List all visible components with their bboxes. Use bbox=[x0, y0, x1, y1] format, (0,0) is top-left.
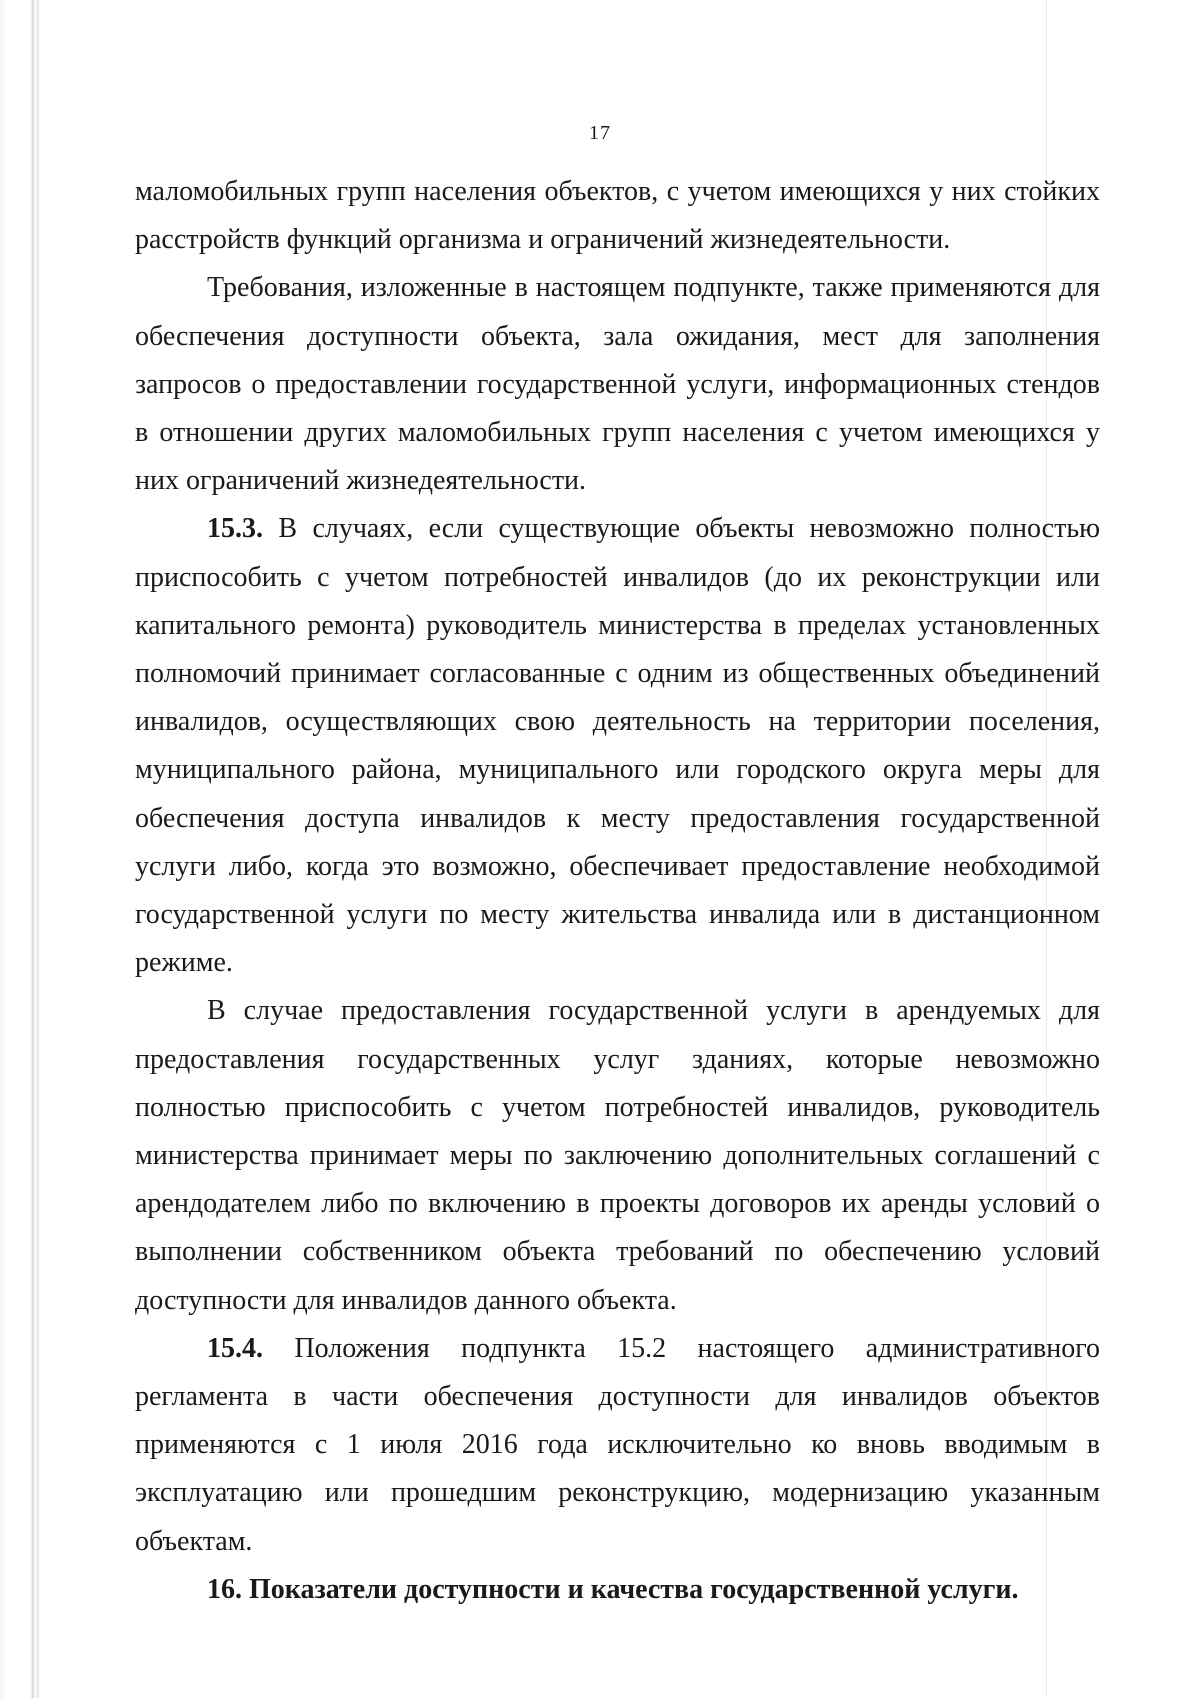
clause-text-15-3: В случаях, если существующие объекты невозможно полностью приспособить с учетом потребностей инвалидов (до их реконструкции или капитального ремонта) руководитель министерства в пределах установленных полномочий принимает согласованные с одним из общественных объединений инвалидов, осуществляющих свою деятельность на территории поселения, муниципального района, муниципального или городского округа меры для обеспечения доступа инвалидов к месту предоставления государственной услуги либо, когда это возможно, обеспечивает предоставление необходимой государственной услуги по месту жительства инвалида или в дистанционном режиме. bbox=[135, 513, 1101, 979]
scan-left-edge bbox=[0, 0, 40, 1698]
clause-number-15-4: 15.4. bbox=[207, 1332, 263, 1364]
paragraph-requirements: Требования, изложенные в настоящем подпункте, также применяются для обеспечения доступности объекта, зала ожидания, мест для заполнения запросов о предоставлении государственной услуги, информационных стендов в отношении других маломобильных групп населения с учетом имеющихся у них ограничений жизнедеятельности. bbox=[135, 272, 1100, 497]
paragraph-15-3 bbox=[135, 505, 1100, 987]
page-number: 17 bbox=[589, 122, 611, 144]
paragraph-rented-buildings: В случае предоставления государственной услуги в арендуемых для предоставления государственных услуг зданиях, которые невозможно полностью приспособить с учетом потребностей инвалидов, руководитель министерства принимает меры по заключению дополнительных соглашений с арендодателем либо по включению в проекты договоров их аренды условий о выполнении собственником объекта требований по обеспечению условий доступности для инвалидов данного объекта. bbox=[135, 995, 1100, 1316]
paragraph-continuation: маломобильных групп населения объектов, с учетом имеющихся у них стойких расстройств функций организма и ограничений жизнедеятельности. bbox=[135, 176, 1100, 256]
clause-number-15-3: 15.3. bbox=[207, 513, 263, 545]
document-body bbox=[135, 168, 1100, 1614]
clause-text-15-4: Положения подпункта 15.2 настоящего административного регламента в части обеспечения доступности для инвалидов объектов применяются с 1 июля 2016 года исключительно ко вновь вводимым в эксплуатацию или прошедшим реконструкцию, модернизацию указанным объектам. bbox=[135, 1332, 1101, 1557]
section-heading-16: 16. Показатели доступности и качества государственной услуги. bbox=[207, 1573, 1019, 1605]
paragraph-15-4 bbox=[135, 1325, 1100, 1566]
